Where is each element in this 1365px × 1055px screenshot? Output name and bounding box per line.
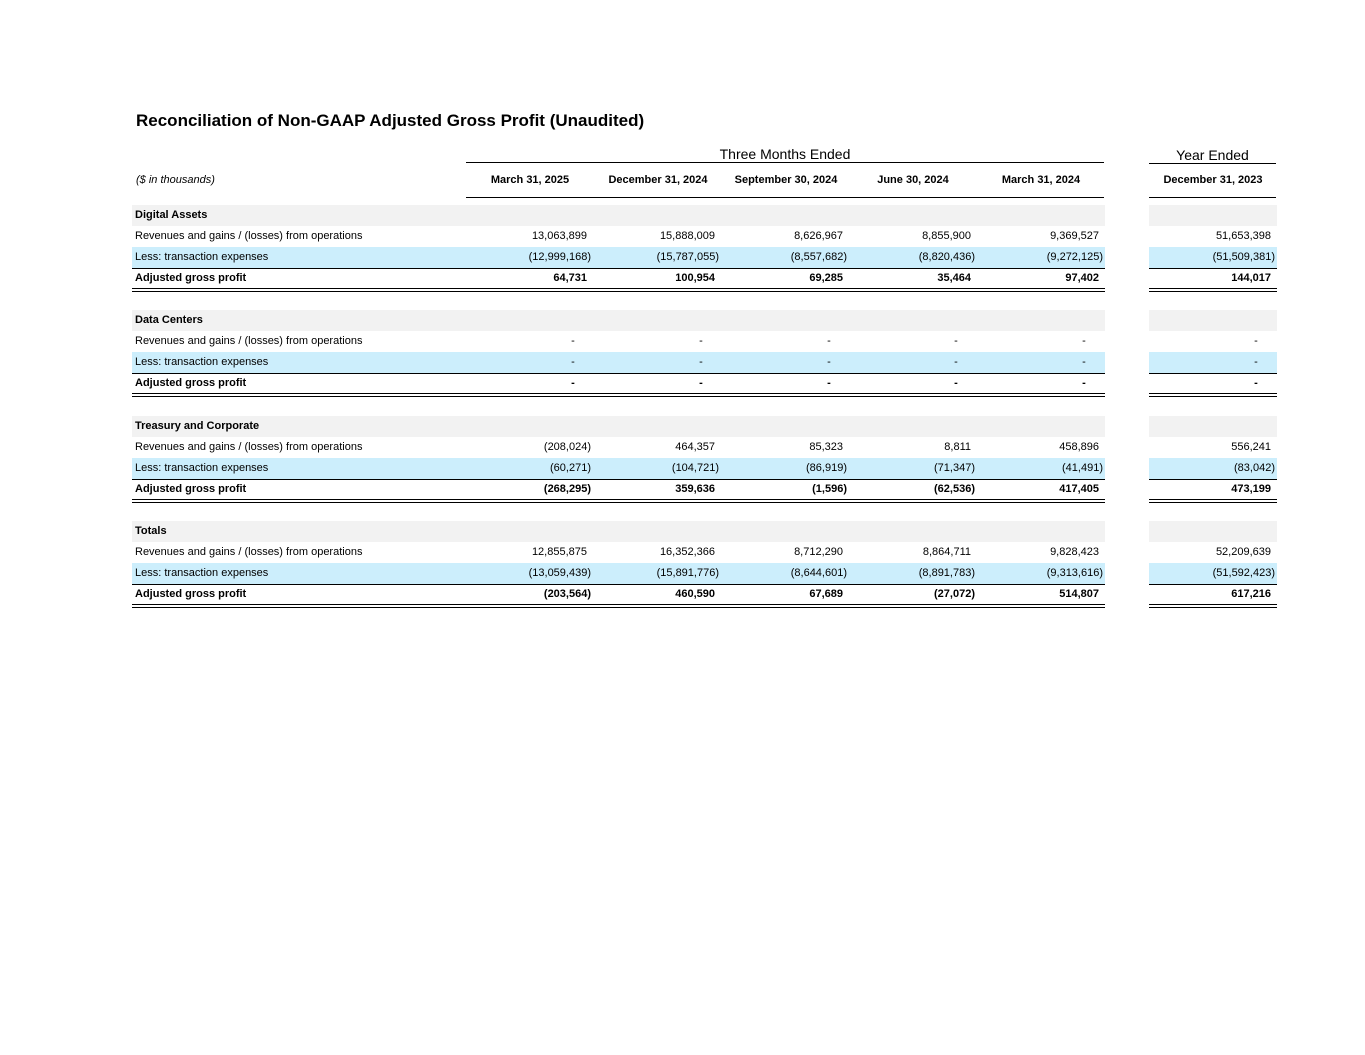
value-cell-mar-2025: (203,564) bbox=[543, 588, 591, 600]
transaction-expenses-label: Less: transaction expenses bbox=[135, 356, 269, 368]
value-cell-dec-2023: (51,592,423) bbox=[1212, 567, 1275, 579]
column-header-mar-2025: March 31, 2025 bbox=[490, 174, 570, 186]
section-header-band bbox=[132, 521, 1105, 542]
value-cell-mar-2024: 9,369,527 bbox=[1050, 230, 1099, 242]
adjusted-gross-profit-label: Adjusted gross profit bbox=[135, 483, 247, 495]
value-cell-sep-2024: (1,596) bbox=[812, 483, 847, 495]
value-cell-dec-2023: 473,199 bbox=[1231, 483, 1271, 495]
value-cell-mar-2025: 64,731 bbox=[553, 272, 587, 284]
total-double-rule bbox=[1149, 288, 1277, 292]
value-cell-mar-2024: 97,402 bbox=[1065, 272, 1099, 284]
section-header-band bbox=[132, 416, 1105, 437]
total-double-rule bbox=[132, 288, 1105, 292]
subtotal-rule bbox=[1149, 584, 1277, 585]
value-cell-mar-2024: (41,491) bbox=[1062, 462, 1103, 474]
value-cell-sep-2024: (8,557,682) bbox=[790, 251, 847, 263]
column-header-mar-2024: March 31, 2024 bbox=[1001, 174, 1081, 186]
transaction-expenses-label: Less: transaction expenses bbox=[135, 567, 269, 579]
value-cell-sep-2024: 8,712,290 bbox=[794, 546, 843, 558]
units-label: ($ in thousands) bbox=[136, 174, 215, 186]
value-cell-dec-2024: - bbox=[699, 377, 703, 389]
value-cell-dec-2024: 460,590 bbox=[675, 588, 715, 600]
value-cell-dec-2023: - bbox=[1254, 377, 1258, 389]
value-cell-dec-2023: - bbox=[1254, 335, 1258, 347]
section-header-band-year bbox=[1149, 416, 1277, 437]
value-cell-dec-2023: - bbox=[1254, 356, 1258, 368]
value-cell-dec-2023: 52,209,639 bbox=[1215, 546, 1271, 558]
value-cell-jun-2024: 8,855,900 bbox=[922, 230, 971, 242]
value-cell-mar-2025: - bbox=[571, 335, 575, 347]
value-cell-mar-2024: - bbox=[1082, 377, 1086, 389]
subtotal-rule bbox=[1149, 373, 1277, 374]
value-cell-mar-2025: (12,999,168) bbox=[528, 251, 591, 263]
section-header-band-year bbox=[1149, 205, 1277, 226]
subtotal-rule bbox=[132, 268, 1105, 269]
value-cell-sep-2024: - bbox=[827, 356, 831, 368]
revenues-label: Revenues and gains / (losses) from operations bbox=[135, 441, 363, 453]
value-cell-dec-2024: - bbox=[699, 335, 703, 347]
value-cell-sep-2024: (8,644,601) bbox=[790, 567, 847, 579]
value-cell-mar-2025: - bbox=[571, 377, 575, 389]
three-months-ended-header: Three Months Ended bbox=[719, 146, 851, 162]
total-double-rule bbox=[132, 393, 1105, 397]
section-title: Data Centers bbox=[135, 314, 203, 326]
column-header-dec-2024: December 31, 2024 bbox=[608, 174, 708, 186]
section-title: Totals bbox=[135, 525, 167, 537]
value-cell-dec-2024: 100,954 bbox=[675, 272, 715, 284]
value-cell-mar-2024: (9,272,125) bbox=[1046, 251, 1103, 263]
value-cell-mar-2024: 417,405 bbox=[1059, 483, 1099, 495]
subtotal-rule bbox=[132, 479, 1105, 480]
adjusted-gross-profit-label: Adjusted gross profit bbox=[135, 272, 247, 284]
value-cell-mar-2024: - bbox=[1082, 356, 1086, 368]
adjusted-gross-profit-label: Adjusted gross profit bbox=[135, 377, 247, 389]
page-title: Reconciliation of Non-GAAP Adjusted Gross Profit (Unaudited) bbox=[136, 111, 645, 130]
value-cell-dec-2023: (83,042) bbox=[1234, 462, 1275, 474]
value-cell-jun-2024: 8,864,711 bbox=[922, 546, 971, 558]
section-title: Digital Assets bbox=[135, 209, 208, 221]
column-header-jun-2024: June 30, 2024 bbox=[877, 174, 949, 186]
value-cell-dec-2024: 464,357 bbox=[675, 441, 715, 453]
total-double-rule bbox=[132, 604, 1105, 608]
year-ended-header: Year Ended bbox=[1176, 147, 1249, 163]
value-cell-sep-2024: 69,285 bbox=[809, 272, 843, 284]
year-header-rule bbox=[1149, 197, 1276, 198]
value-cell-mar-2024: 514,807 bbox=[1059, 588, 1099, 600]
subtotal-rule bbox=[1149, 268, 1277, 269]
subtotal-rule bbox=[1149, 479, 1277, 480]
value-cell-jun-2024: 35,464 bbox=[937, 272, 971, 284]
transaction-expenses-label: Less: transaction expenses bbox=[135, 462, 269, 474]
total-double-rule bbox=[1149, 393, 1277, 397]
section-header-band-year bbox=[1149, 521, 1277, 542]
value-cell-sep-2024: 8,626,967 bbox=[794, 230, 843, 242]
value-cell-mar-2024: 458,896 bbox=[1059, 441, 1099, 453]
value-cell-dec-2024: 359,636 bbox=[675, 483, 715, 495]
section-header-band bbox=[132, 310, 1105, 331]
value-cell-dec-2023: 617,216 bbox=[1231, 588, 1271, 600]
value-cell-dec-2024: 16,352,366 bbox=[659, 546, 715, 558]
value-cell-jun-2024: 8,811 bbox=[944, 441, 971, 453]
value-cell-jun-2024: (8,820,436) bbox=[918, 251, 975, 263]
value-cell-jun-2024: - bbox=[954, 335, 958, 347]
transaction-expenses-label: Less: transaction expenses bbox=[135, 251, 269, 263]
value-cell-mar-2024: - bbox=[1082, 335, 1086, 347]
value-cell-dec-2024: (15,787,055) bbox=[656, 251, 719, 263]
value-cell-dec-2024: 15,888,009 bbox=[659, 230, 715, 242]
value-cell-dec-2024: (104,721) bbox=[671, 462, 719, 474]
value-cell-mar-2025: - bbox=[571, 356, 575, 368]
section-title: Treasury and Corporate bbox=[135, 420, 260, 432]
column-header-dec-2023: December 31, 2023 bbox=[1163, 174, 1263, 186]
revenues-label: Revenues and gains / (losses) from operations bbox=[135, 546, 363, 558]
value-cell-mar-2025: (268,295) bbox=[543, 483, 591, 495]
total-double-rule bbox=[132, 499, 1105, 503]
value-cell-dec-2024: (15,891,776) bbox=[656, 567, 719, 579]
year-top-rule bbox=[1149, 163, 1276, 164]
value-cell-sep-2024: - bbox=[827, 335, 831, 347]
revenues-label: Revenues and gains / (losses) from operations bbox=[135, 230, 363, 242]
value-cell-sep-2024: 67,689 bbox=[809, 588, 843, 600]
value-cell-mar-2025: 13,063,899 bbox=[531, 230, 587, 242]
value-cell-jun-2024: (27,072) bbox=[934, 588, 975, 600]
value-cell-jun-2024: (62,536) bbox=[934, 483, 975, 495]
value-cell-sep-2024: (86,919) bbox=[806, 462, 847, 474]
section-header-band-year bbox=[1149, 310, 1277, 331]
value-cell-jun-2024: - bbox=[954, 356, 958, 368]
subtotal-rule bbox=[132, 584, 1105, 585]
value-cell-sep-2024: 85,323 bbox=[809, 441, 843, 453]
three-months-top-rule bbox=[466, 162, 1104, 163]
value-cell-mar-2024: (9,313,616) bbox=[1046, 567, 1103, 579]
value-cell-mar-2025: (60,271) bbox=[550, 462, 591, 474]
value-cell-dec-2023: (51,509,381) bbox=[1212, 251, 1275, 263]
value-cell-sep-2024: - bbox=[827, 377, 831, 389]
value-cell-dec-2023: 556,241 bbox=[1231, 441, 1271, 453]
value-cell-dec-2023: 51,653,398 bbox=[1215, 230, 1271, 242]
revenues-label: Revenues and gains / (losses) from operations bbox=[135, 335, 363, 347]
value-cell-dec-2024: - bbox=[699, 356, 703, 368]
section-header-band bbox=[132, 205, 1105, 226]
value-cell-dec-2023: 144,017 bbox=[1231, 272, 1271, 284]
value-cell-jun-2024: (71,347) bbox=[934, 462, 975, 474]
value-cell-mar-2025: (208,024) bbox=[543, 441, 591, 453]
total-double-rule bbox=[1149, 499, 1277, 503]
column-header-sep-2024: September 30, 2024 bbox=[734, 174, 838, 186]
three-months-header-rule bbox=[466, 197, 1104, 198]
adjusted-gross-profit-label: Adjusted gross profit bbox=[135, 588, 247, 600]
subtotal-rule bbox=[132, 373, 1105, 374]
value-cell-mar-2025: 12,855,875 bbox=[531, 546, 587, 558]
value-cell-mar-2024: 9,828,423 bbox=[1050, 546, 1099, 558]
total-double-rule bbox=[1149, 604, 1277, 608]
value-cell-jun-2024: (8,891,783) bbox=[918, 567, 975, 579]
value-cell-mar-2025: (13,059,439) bbox=[528, 567, 591, 579]
value-cell-jun-2024: - bbox=[954, 377, 958, 389]
